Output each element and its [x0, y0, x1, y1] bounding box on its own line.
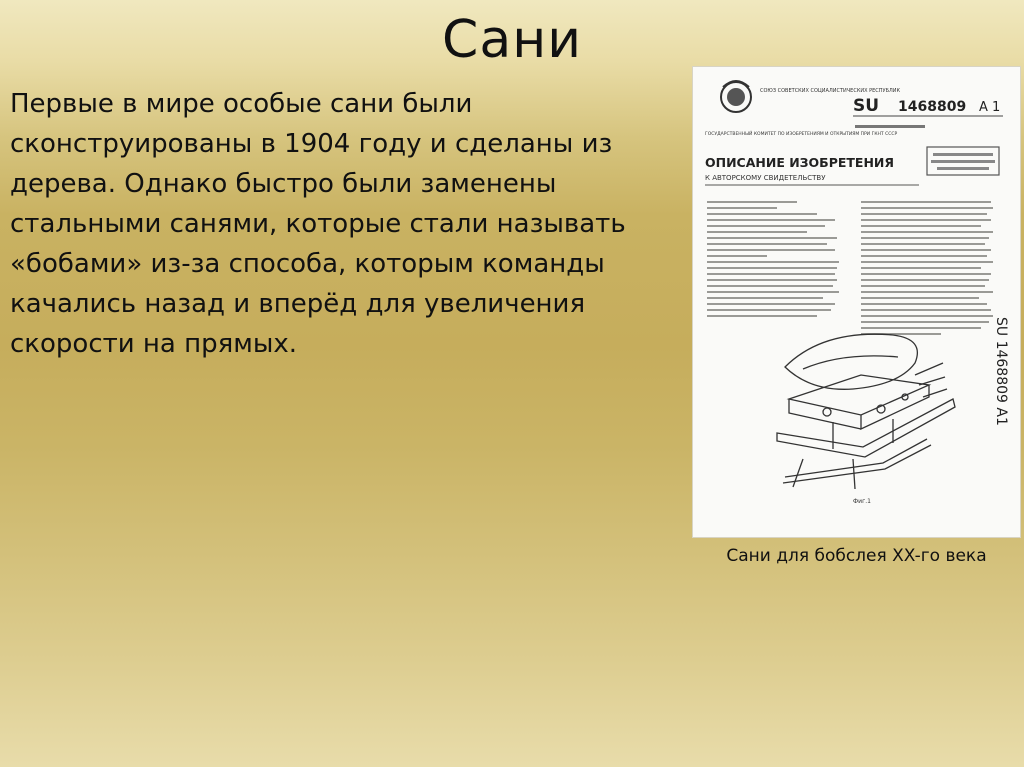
patent-document-image [693, 67, 1020, 537]
patent-doc-title: ОПИСАНИЕ ИЗОБРЕТЕНИЯ [705, 155, 895, 170]
patent-side-label: SU 1468809 A1 [993, 317, 1009, 426]
image-caption: Сани для бобслея XX-го века [726, 546, 987, 566]
patent-prefix: SU [853, 96, 880, 116]
ussr-emblem-icon [721, 81, 751, 112]
patent-committee: ГОСУДАРСТВЕННЫЙ КОМИТЕТ ПО ИЗОБРЕТЕНИЯМ И ОТКРЫТИЯМ ПРИ ГКНТ СССР [705, 132, 898, 137]
library-stamp [927, 147, 999, 175]
patent-text-columns [707, 201, 993, 335]
patent-number: 1468809 [898, 99, 967, 115]
patent-figure-label: Фиг.1 [853, 498, 871, 505]
bobsled-drawing [777, 334, 955, 489]
patent-kind: A 1 [979, 100, 1001, 115]
slide-body-text: Первые в мире особые сани были сконструированы в 1904 году и сделаны из дерева. Однако быстро были заменены стальными санями, которые стали называть «бобами» из-за способа, которым команды качались назад и вперёд для увеличения скорости на прямых. [10, 89, 626, 359]
patent-country-header: СОЮЗ СОВЕТСКИХ СОЦИАЛИСТИЧЕСКИХ РЕСПУБЛИК [760, 88, 901, 94]
patent-doc-subtitle: К АВТОРСКОМУ СВИДЕТЕЛЬСТВУ [705, 174, 826, 182]
slide-title: Сани [442, 10, 582, 70]
